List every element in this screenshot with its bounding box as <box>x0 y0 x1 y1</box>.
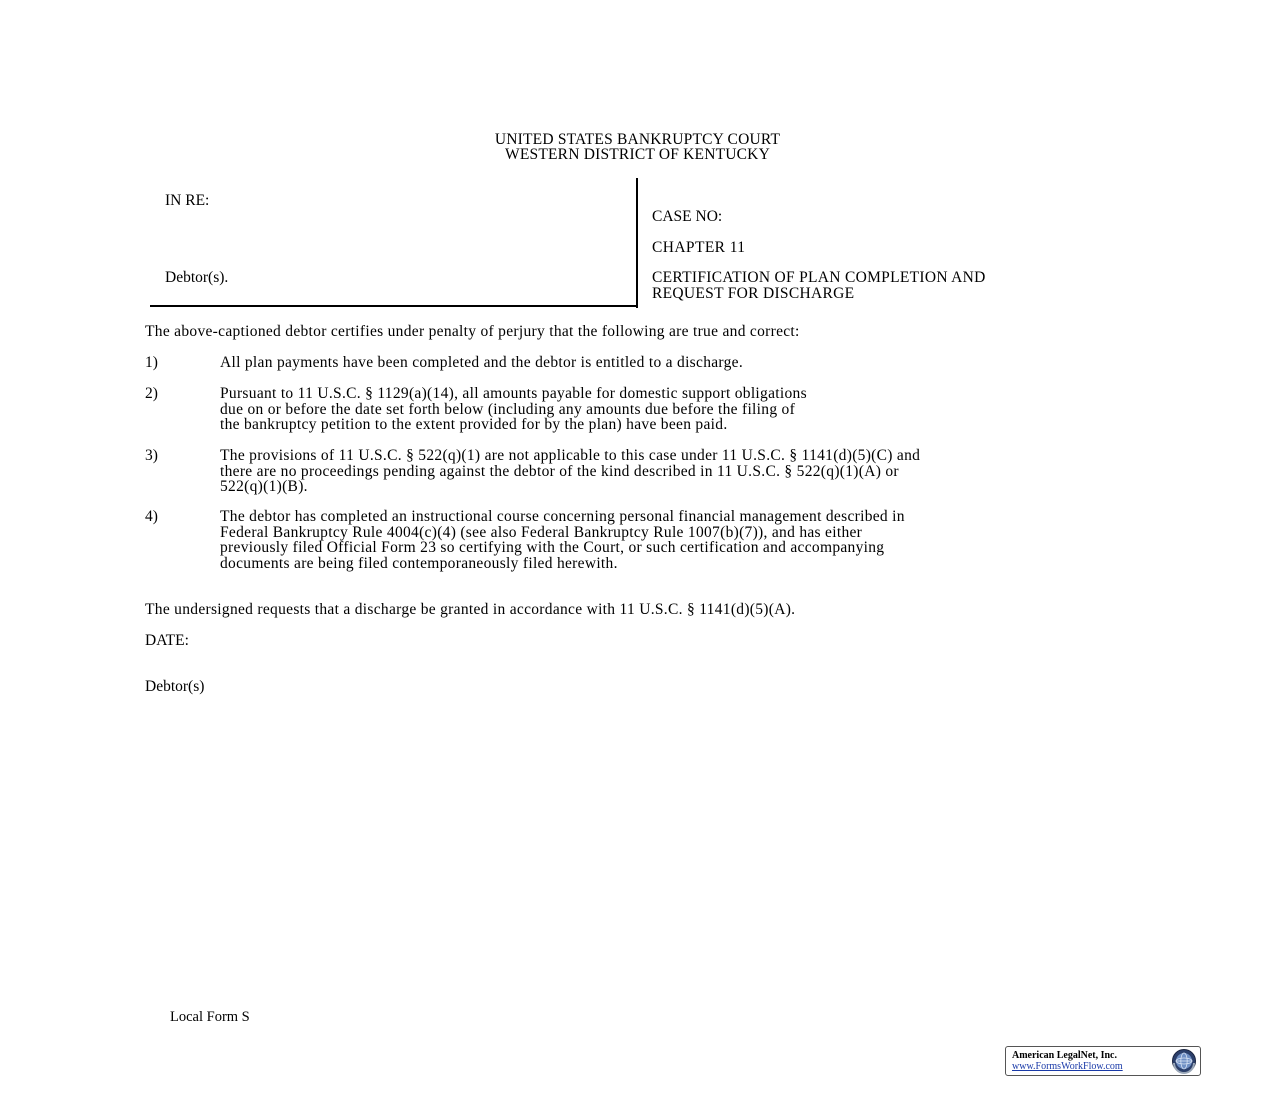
item-4-line: previously filed Official Form 23 so certifying with the Court, or such certification and accompanying <box>220 539 885 556</box>
item-1-line: All plan payments have been completed and the debtor is entitled to a discharge. <box>220 354 744 371</box>
item-3-line: The provisions of 11 U.S.C. § 522(q)(1) are not applicable to this case under 11 U.S.C. § 1141(d)(5)(C) and <box>220 447 921 464</box>
court-name: UNITED STATES BANKRUPTCY COURT <box>494 131 781 148</box>
item-2-line: due on or before the date set forth below (including any amounts due before the filing of <box>220 400 796 418</box>
case-number-label: CASE NO: <box>652 208 723 225</box>
item-3-line: there are no proceedings pending against the debtor of the kind described in 11 U.S.C. § 522(q)(1)(A) or <box>220 462 899 480</box>
discharge-request: The undersigned requests that a discharge be granted in accordance with 11 U.S.C. § 1141(d)(5)(A). <box>145 601 796 618</box>
item-number-3: 3) <box>145 447 158 464</box>
publisher-logo[interactable] <box>1005 1046 1201 1076</box>
item-4-line: Federal Bankruptcy Rule 4004(c)(4) (see also Federal Bankruptcy Rule 1007(b)(7)), and has either <box>220 523 863 541</box>
item-number-2: 2) <box>145 385 158 402</box>
chapter-label: CHAPTER 11 <box>652 239 746 256</box>
court-district: WESTERN DISTRICT OF KENTUCKY <box>505 146 770 163</box>
document-title-line2: REQUEST FOR DISCHARGE <box>652 285 855 302</box>
item-text-1 <box>220 355 743 371</box>
item-3-line: 522(q)(1)(B). <box>220 478 308 495</box>
debtors-label: Debtor(s). <box>165 269 229 286</box>
item-text-2 <box>220 386 807 433</box>
intro-statement: The above-captioned debtor certifies under penalty of perjury that the following are true and correct: <box>145 323 800 340</box>
item-2-line: Pursuant to 11 U.S.C. § 1129(a)(14), all amounts payable for domestic support obligations <box>220 385 807 402</box>
item-number-1: 1) <box>145 354 158 371</box>
logo-website-link[interactable]: www.FormsWorkFlow.com <box>1012 1061 1123 1072</box>
item-text-3 <box>220 448 920 495</box>
in-re-label: IN RE: <box>165 192 210 209</box>
signature-label: Debtor(s) <box>145 678 205 695</box>
item-text-4 <box>220 509 905 571</box>
form-label: Local Form S <box>170 1009 250 1025</box>
item-4-line: documents are being filed contemporaneously filed herewith. <box>220 554 618 572</box>
item-number-4: 4) <box>145 508 158 525</box>
caption-vertical-rule <box>636 178 638 308</box>
globe-icon <box>1171 1048 1197 1074</box>
date-label: DATE: <box>145 632 189 649</box>
item-4-line: The debtor has completed an instructional course concerning personal financial management described in <box>220 508 905 525</box>
document-title-line1: CERTIFICATION OF PLAN COMPLETION AND <box>652 269 986 286</box>
caption-horizontal-rule <box>150 305 638 307</box>
item-2-line: the bankruptcy petition to the extent provided for by the plan) have been paid. <box>220 416 728 433</box>
logo-company-name: American LegalNet, Inc. <box>1012 1050 1117 1061</box>
